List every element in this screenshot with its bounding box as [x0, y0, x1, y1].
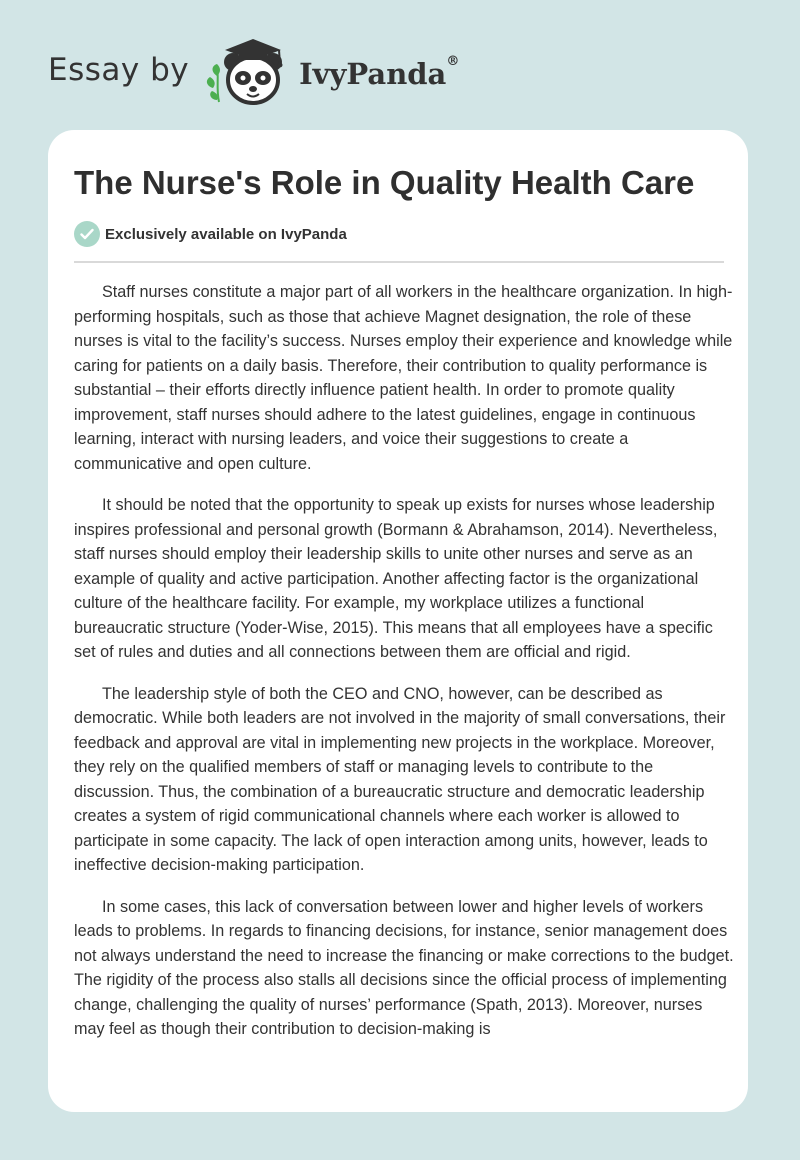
exclusive-badge	[74, 221, 347, 247]
brand-name[interactable]: IvyPanda®	[299, 54, 460, 91]
site-header	[48, 36, 459, 108]
page-title: The Nurse's Role in Quality Health Care	[74, 164, 695, 201]
check-icon	[74, 221, 100, 247]
registered-mark: ®	[446, 54, 460, 70]
essay-body	[74, 280, 734, 1059]
divider	[74, 261, 724, 263]
essay-by-label: Essay by	[48, 52, 190, 88]
panda-graduate-icon[interactable]	[203, 36, 295, 108]
paragraph: Staff nurses constitute a major part of all workers in the healthcare organization. In high-performing hospitals, such as those that achieve Magnet designation, the role of these nurses is vital to the facility’s success. Nurses employ their experience and knowledge while caring for patients on a daily basis. Therefore, their contribution to quality performance is substantial – their efforts directly influence patient health. In order to promote quality improvement, staff nurses should adhere to the latest guidelines, engage in continuous learning, interact with nursing leaders, and voice their suggestions to create a communicative and open culture.	[74, 283, 733, 473]
paragraph: It should be noted that the opportunity to speak up exists for nurses whose leadership inspires professional and personal growth (Bormann & Abrahamson, 2014). Nevertheless, staff nurses should employ their leadership skills to unite other nurses and serve as an example of quality and active participation. Another affecting factor is the organizational culture of the healthcare facility. For example, my workplace utilizes a functional bureaucratic structure (Yoder-Wise, 2015). This means that all employees have a specific set of rules and duties and all connections between them are official and rigid.	[74, 496, 718, 661]
badge-label: Exclusively available on IvyPanda	[105, 225, 347, 243]
paragraph: In some cases, this lack of conversation between lower and higher levels of workers leads to problems. In regards to financing decisions, for instance, senior management does not always understand the need to increase the financing or make corrections to the budget. The rigidity of the process also stalls all decisions since the official process of implementing change, challenging the quality of nurses’ performance (Spath, 2013). Moreover, nurses may feel as though their contribution to decision-making is	[74, 897, 734, 1038]
essay-card	[48, 130, 748, 1112]
ivy-leaf-icon	[207, 64, 220, 102]
paragraph: The leadership style of both the CEO and CNO, however, can be described as democratic. While both leaders are not involved in the majority of small conversations, their feedback and approval are vital in implementing new projects in the workplace. Moreover, they rely on the qualified members of staff or managing levels to contribute to the discussion. Thus, the combination of a bureaucratic structure and democratic leadership creates a system of rigid communicational channels where each worker is allowed to participate in some capacity. The lack of open interaction among units, however, leads to ineffective decision-making participation.	[74, 684, 726, 874]
